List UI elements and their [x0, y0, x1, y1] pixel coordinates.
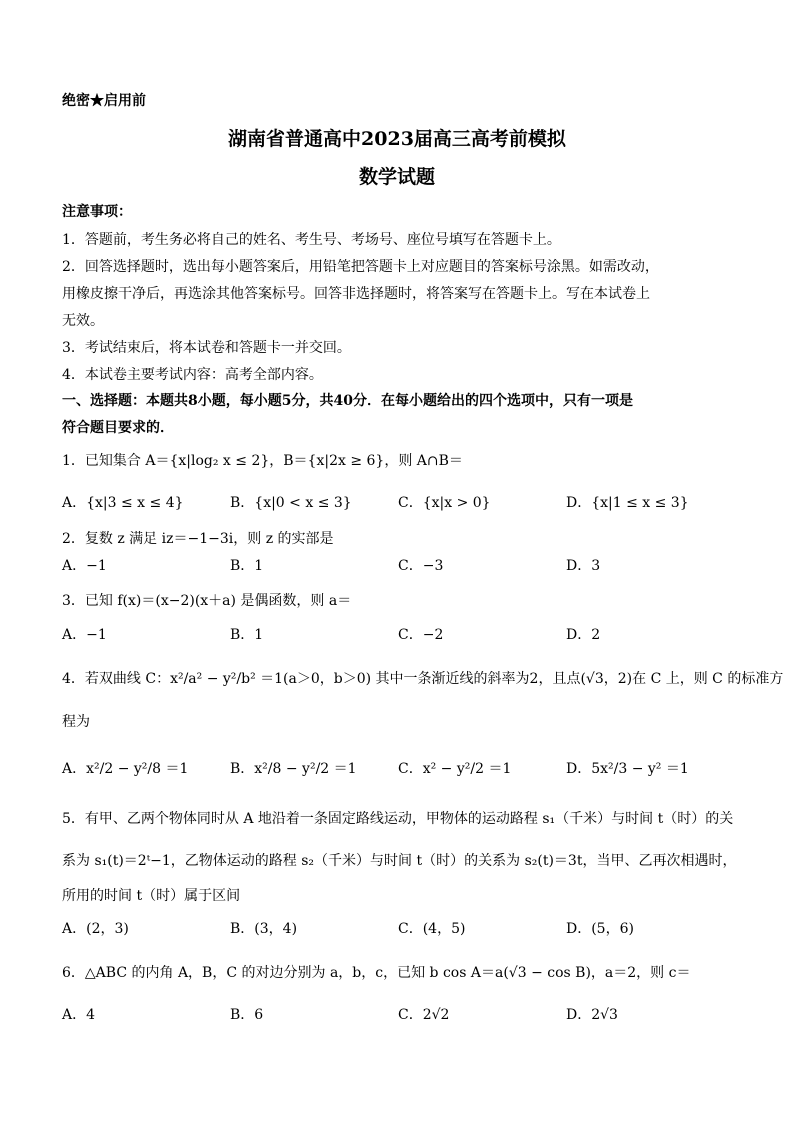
- notice-heading: 注意事项：: [62, 204, 132, 220]
- option-c: C．−3: [398, 558, 444, 574]
- option-c: C．(4，5): [398, 921, 466, 937]
- exam-subtitle: 数学试题: [358, 166, 435, 188]
- notice-item: 2．回答选择题时，选出每小题答案后，用铅笔把答题卡上对应题目的答案标号涂黑。如需改动，: [62, 259, 659, 275]
- question-stem: 6．△ABC 的内角 A，B，C 的对边分别为 a，b，c，已知 b cos A＝a(√3 − cos B)，a＝2，则 c＝: [62, 965, 691, 981]
- notice-item: 3．考试结束后，将本试卷和答题卡一并交回。: [62, 340, 351, 356]
- option-d: D．{x|1 ≤ x ≤ 3}: [566, 495, 689, 511]
- question-stem-cont: 系为 s₁(t)＝2ᵗ−1，乙物体运动的路程 s₂（千米）与时间 t（时）的关系为 s₂(t)＝3t，当甲、乙再次相遇时，: [62, 853, 737, 869]
- question-stem: 1．已知集合 A＝{x|log₂ x ≤ 2}，B＝{x|2x ≥ 6}，则 A∩B＝: [62, 453, 463, 469]
- option-d: D．3: [566, 558, 601, 574]
- option-b: B．1: [230, 627, 264, 643]
- option-c: C．−2: [398, 627, 444, 643]
- question-stem: 4．若双曲线 C：x²/a² − y²/b² ＝1(a＞0，b＞0) 其中一条渐近线的斜率为2，且点(√3，2)在 C 上，则 C 的标准方: [62, 671, 784, 687]
- option-a: A．{x|3 ≤ x ≤ 4}: [62, 495, 184, 511]
- option-d: D．2√3: [566, 1007, 618, 1023]
- option-a: A．x²/2 − y²/8 ＝1: [62, 761, 189, 777]
- notice-item: 4．本试卷主要考试内容：高考全部内容。: [62, 367, 323, 383]
- option-b: B．1: [230, 558, 264, 574]
- notice-item: 1．答题前，考生务必将自己的姓名、考生号、考场号、座位号填写在答题卡上。: [62, 232, 561, 248]
- option-a: A．−1: [62, 558, 107, 574]
- option-c: C．{x|x > 0}: [398, 495, 491, 511]
- question-stem-cont: 所用的时间 t（时）属于区间: [62, 888, 241, 904]
- option-a: A．(2，3): [62, 921, 129, 937]
- option-d: D．5x²/3 − y² ＝1: [566, 761, 689, 777]
- option-d: D．(5，6): [566, 921, 634, 937]
- option-b: B．x²/8 − y²/2 ＝1: [230, 761, 357, 777]
- notice-item: 无效。: [62, 313, 104, 329]
- secret-label: 绝密★启用前: [62, 93, 146, 109]
- option-d: D．2: [566, 627, 601, 643]
- question-stem-cont: 程为: [62, 714, 90, 730]
- question-stem: 2．复数 z 满足 iz＝−1−3i，则 z 的实部是: [62, 531, 334, 547]
- exam-title: 湖南省普通高中2023届高三高考前模拟: [228, 128, 566, 150]
- section-heading-cont: 符合题目要求的．: [62, 420, 174, 436]
- option-a: A．−1: [62, 627, 107, 643]
- section-heading: 一、选择题：本题共8小题，每小题5分，共40分．在每小题给出的四个选项中，只有一项是: [62, 393, 633, 409]
- option-c: C．x² − y²/2 ＝1: [398, 761, 512, 777]
- notice-item: 用橡皮擦干净后，再选涂其他答案标号。回答非选择题时，将答案写在答题卡上。写在本试卷上: [62, 286, 650, 302]
- option-b: B．{x|0 < x ≤ 3}: [230, 495, 352, 511]
- option-b: B．6: [230, 1007, 264, 1023]
- option-c: C．2√2: [398, 1007, 450, 1023]
- question-stem: 5．有甲、乙两个物体同时从 A 地沿着一条固定路线运动，甲物体的运动路程 s₁（千米）与时间 t（时）的关: [62, 811, 734, 827]
- question-stem: 3．已知 f(x)＝(x−2)(x＋a) 是偶函数，则 a＝: [62, 593, 352, 609]
- option-b: B．(3，4): [230, 921, 298, 937]
- option-a: A．4: [62, 1007, 96, 1023]
